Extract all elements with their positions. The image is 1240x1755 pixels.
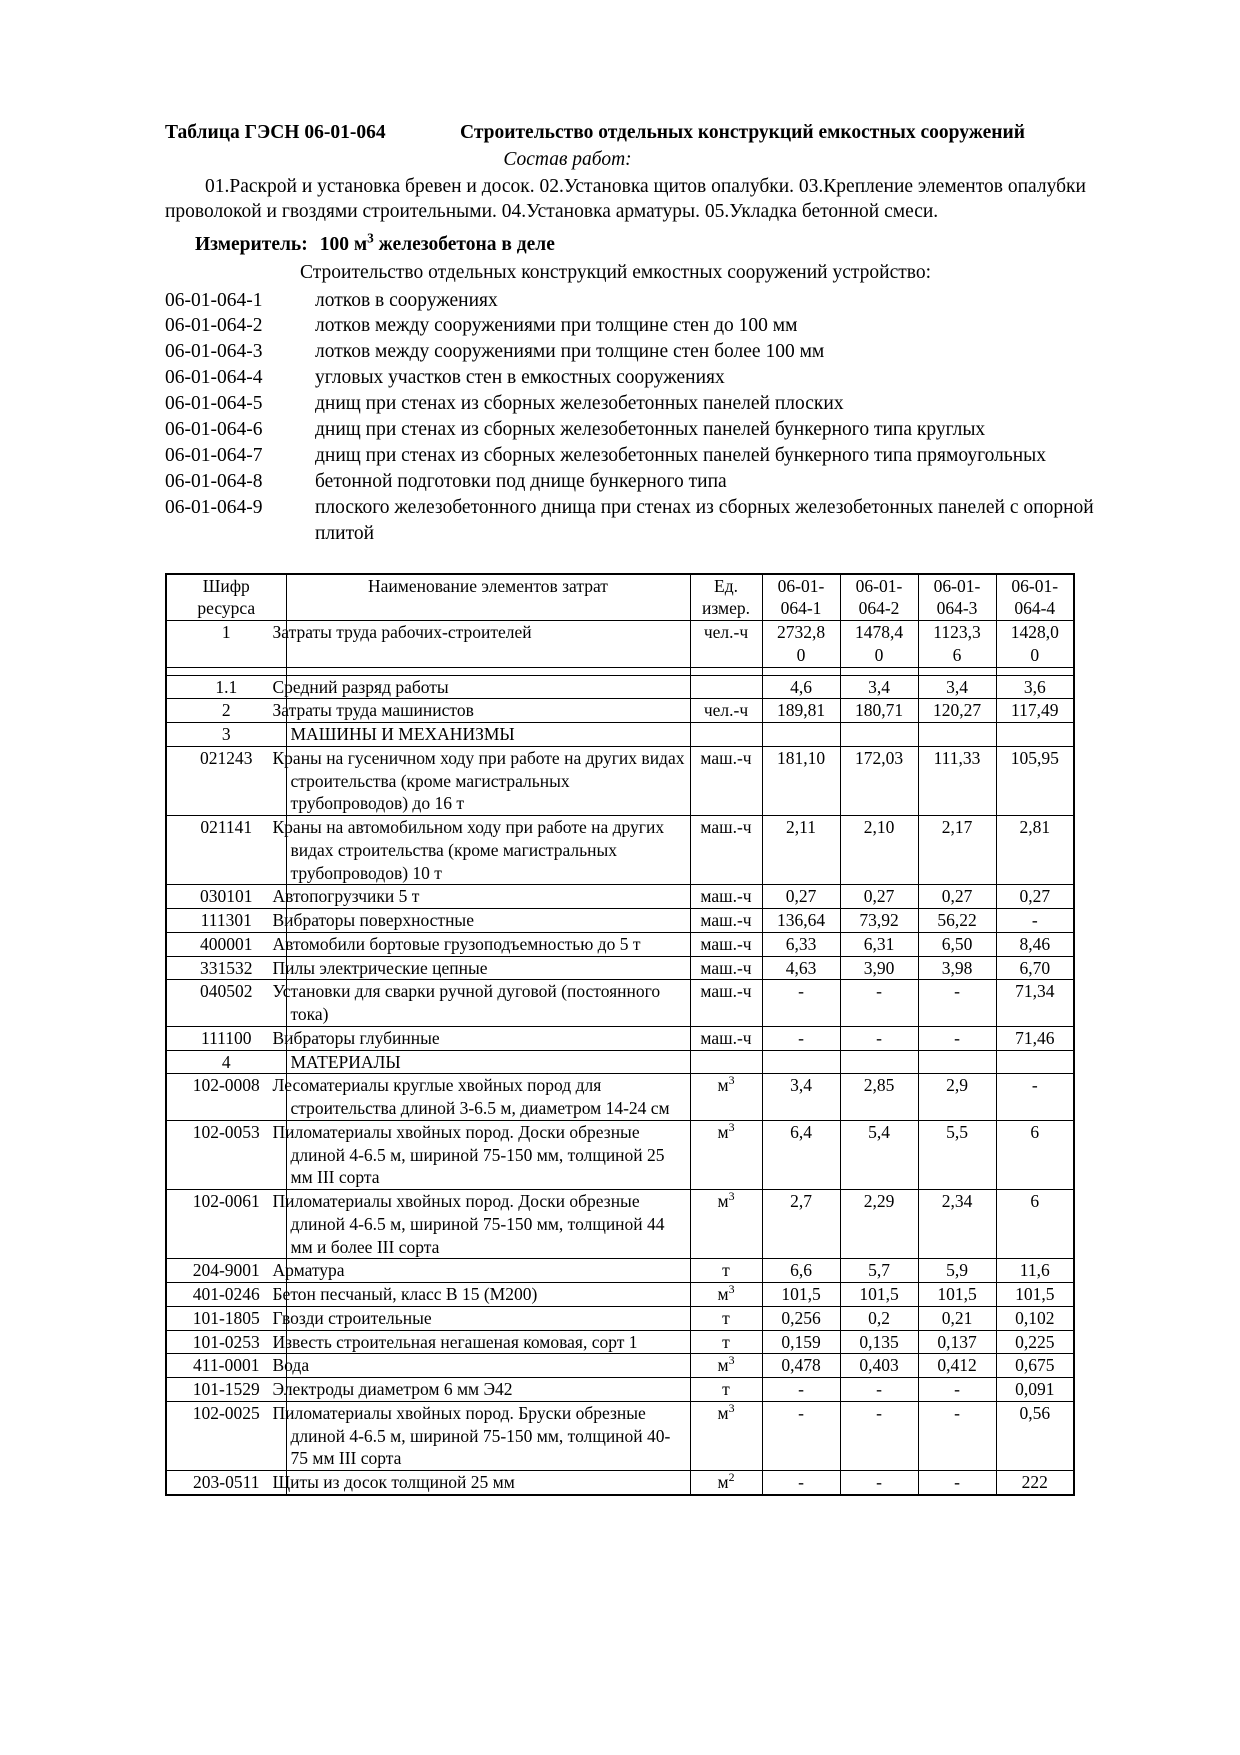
cell-value: 0,2	[840, 1306, 918, 1330]
cell-value: -	[762, 1471, 840, 1495]
table-row	[166, 956, 1074, 980]
column-header-col2-l2: 064-2	[858, 598, 900, 619]
cell-value: 101,5	[762, 1283, 840, 1307]
cell-value: 71,34	[996, 980, 1074, 1027]
table-row	[166, 1471, 1074, 1495]
cell-resource-name: Затраты труда рабочих-строителей	[286, 621, 690, 668]
cell-resource-cipher: 111100	[166, 1026, 286, 1050]
table-row	[166, 699, 1074, 723]
sostav-rabot-label: Состав работ:	[503, 149, 632, 171]
cell-value	[996, 1050, 1074, 1074]
cell-value: 3,4	[840, 675, 918, 699]
cell-resource-cipher: 1.1	[166, 675, 286, 699]
cell-value: 101,5	[996, 1283, 1074, 1307]
column-header-unit-l1: Ед.	[714, 575, 738, 596]
cell-value: 0,412	[918, 1354, 996, 1378]
cell-resource-cipher: 102-0053	[166, 1120, 286, 1189]
table-header-row	[166, 574, 1074, 621]
cell-resource-name: Автопогрузчики 5 т	[286, 885, 690, 909]
cell-value: -	[840, 1471, 918, 1495]
cell-value: 180,71	[840, 699, 918, 723]
cell-unit: маш.-ч	[690, 746, 762, 815]
izmeritel-value-superscript: 3	[367, 230, 374, 246]
code-list-item	[165, 495, 1100, 547]
cell-unit: $м^3$	[690, 1120, 762, 1189]
cell-resource-name: Средний разряд работы	[286, 675, 690, 699]
column-header-col2	[840, 574, 918, 621]
code-list-item-description: лотков между сооружениями при толщине стен до 100 мм	[315, 315, 798, 337]
cell-value: 2,11	[762, 816, 840, 885]
cell-resource-name: Краны на гусеничном ходу при работе на других видах строительства (кроме магистральных трубопроводов) до 16 т	[286, 746, 690, 815]
cell-resource-cipher: 401-0246	[166, 1283, 286, 1307]
spacer-cell	[166, 667, 286, 675]
unit-superscript: 3	[728, 1282, 735, 1297]
column-header-col1-l2: 064-1	[780, 598, 822, 619]
cell-unit: $м^3$	[690, 1074, 762, 1121]
table-row	[166, 1120, 1074, 1189]
cell-value: -	[918, 1401, 996, 1470]
code-list-item	[165, 313, 1100, 339]
table-row	[166, 1190, 1074, 1259]
table-row	[166, 621, 1074, 668]
cell-value: 101,5	[840, 1283, 918, 1307]
code-list-item-code: 06-01-064-8	[165, 470, 263, 492]
cell-resource-cipher: 030101	[166, 885, 286, 909]
code-list-item-code: 06-01-064-3	[165, 341, 263, 363]
code-list-item-description-continued: плитой	[315, 522, 375, 544]
cell-value: -	[918, 1026, 996, 1050]
unit-superscript: 3	[728, 1401, 735, 1416]
cell-resource-cipher: 102-0061	[166, 1190, 286, 1259]
cell-value: 3,6	[996, 675, 1074, 699]
spacer-cell	[840, 667, 918, 675]
cell-resource-cipher: 204-9001	[166, 1259, 286, 1283]
cell-resource-cipher: 021243	[166, 746, 286, 815]
table-header	[166, 574, 1074, 621]
table-row	[166, 1306, 1074, 1330]
cell-unit: маш.-ч	[690, 956, 762, 980]
code-list-item-code: 06-01-064-9	[165, 496, 263, 518]
cell-value: 0,159	[762, 1330, 840, 1354]
table-row	[166, 816, 1074, 885]
cell-value: 6,31	[840, 932, 918, 956]
document-title-line2: сооружений	[920, 122, 1025, 143]
code-list-item-description: бетонной подготовки под днище бункерного типа	[315, 470, 727, 492]
cell-value: 11,6	[996, 1259, 1074, 1283]
izmeritel-line	[165, 230, 1100, 256]
cell-unit: т	[690, 1378, 762, 1402]
cell-unit: маш.-ч	[690, 1026, 762, 1050]
cell-value: -	[762, 1401, 840, 1470]
code-list-item-description: днищ при стенах из сборных железобетонных панелей плоских	[315, 393, 844, 415]
table-row	[166, 980, 1074, 1027]
cell-resource-name: Вибраторы поверхностные	[286, 909, 690, 933]
column-header-col1-l1: 06-01-	[777, 575, 825, 596]
column-header-col4-l1: 06-01-	[1011, 575, 1059, 596]
cell-unit: $м^3$	[690, 1354, 762, 1378]
code-list-item	[165, 339, 1100, 365]
cell-resource-cipher: 101-0253	[166, 1330, 286, 1354]
cell-value: 2,29	[840, 1190, 918, 1259]
unit-superscript: 3	[728, 1073, 735, 1088]
unit-superscript: 3	[728, 1353, 735, 1368]
code-list-item	[165, 417, 1100, 443]
cell-value: 189,81	[762, 699, 840, 723]
code-list-item-description: днищ при стенах из сборных железобетонных панелей бункерного типа круглых	[315, 419, 986, 441]
cell-resource-name: Электроды диаметром 6 мм Э42	[286, 1378, 690, 1402]
cell-value: -	[918, 980, 996, 1027]
cell-value: 0,137	[918, 1330, 996, 1354]
cell-unit: $м^2$	[690, 1471, 762, 1495]
code-list-item-description: плоского железобетонного днища при стенах из сборных железобетонных панелей с опорной плитой	[315, 495, 1100, 547]
document-title	[460, 120, 1080, 145]
cell-unit: т	[690, 1306, 762, 1330]
cell-resource-name: Гвозди строительные	[286, 1306, 690, 1330]
code-list-item	[165, 469, 1100, 495]
code-list-item-description: лотков между сооружениями при толщине стен более 100 мм	[315, 341, 825, 363]
cell-value: -	[918, 1378, 996, 1402]
cell-value	[762, 1050, 840, 1074]
spacer-cell	[690, 667, 762, 675]
cell-resource-cipher: 111301	[166, 909, 286, 933]
cell-unit	[690, 675, 762, 699]
cell-resource-name: Известь строительная негашеная комовая, сорт 1	[286, 1330, 690, 1354]
cell-value	[996, 723, 1074, 747]
cell-value: -	[762, 980, 840, 1027]
cell-value: 136,64	[762, 909, 840, 933]
table-row	[166, 1401, 1074, 1470]
table-row	[166, 675, 1074, 699]
table-row	[166, 1074, 1074, 1121]
code-list-item	[165, 365, 1100, 391]
table-row	[166, 746, 1074, 815]
cell-resource-cipher: 4	[166, 1050, 286, 1074]
code-list-item-code: 06-01-064-4	[165, 367, 263, 389]
cell-value: 6,50	[918, 932, 996, 956]
cell-value: 6,70	[996, 956, 1074, 980]
cell-value: 0,403	[840, 1354, 918, 1378]
table-row	[166, 932, 1074, 956]
cell-resource-name: МАШИНЫ И МЕХАНИЗМЫ	[286, 723, 690, 747]
cell-value: 3,90	[840, 956, 918, 980]
cell-value: 3,98	[918, 956, 996, 980]
works-composition-text: 01.Раскрой и установка бревен и досок. 02.Установка щитов опалубки. 03.Крепление элементов опалубки проволокой и гвоздями строительными. 04.Установка арматуры. 05.Укладка бетонной смеси.	[165, 175, 1086, 223]
table-code: Таблица ГЭСН 06-01-064	[165, 122, 386, 143]
cell-value: -	[840, 980, 918, 1027]
cell-value: 5,5	[918, 1120, 996, 1189]
code-list-item	[165, 443, 1100, 469]
cell-resource-name: Пиломатериалы хвойных пород. Бруски обрезные длиной 4-6.5 м, шириной 75-150 мм, толщиной 40-75 мм III сорта	[286, 1401, 690, 1470]
cell-value: 8,46	[996, 932, 1074, 956]
code-list	[165, 288, 1100, 547]
unit-superscript: 3	[728, 1189, 735, 1204]
cell-value: 4,63	[762, 956, 840, 980]
table-row	[166, 1330, 1074, 1354]
cell-resource-cipher: 101-1805	[166, 1306, 286, 1330]
code-list-item-description: угловых участков стен в емкостных сооружениях	[315, 367, 725, 389]
cell-value: 0,27	[918, 885, 996, 909]
spacer-cell	[996, 667, 1074, 675]
cell-value: 4,6	[762, 675, 840, 699]
cell-resource-name: Щиты из досок толщиной 25 мм	[286, 1471, 690, 1495]
cell-value: 6	[996, 1120, 1074, 1189]
cell-value: 2,81	[996, 816, 1074, 885]
cell-resource-cipher: 203-0511	[166, 1471, 286, 1495]
cell-resource-cipher: 021141	[166, 816, 286, 885]
table-body	[166, 621, 1074, 1495]
cell-value: 2,9	[918, 1074, 996, 1121]
cell-value: 2,85	[840, 1074, 918, 1121]
column-header-col4	[996, 574, 1074, 621]
cell-resource-cipher: 331532	[166, 956, 286, 980]
code-list-item	[165, 288, 1100, 314]
unit-superscript: 2	[728, 1470, 735, 1485]
table-row	[166, 1378, 1074, 1402]
column-header-cipher-l2: ресурса	[197, 598, 256, 619]
cell-resource-cipher: 400001	[166, 932, 286, 956]
column-header-unit	[690, 574, 762, 621]
cell-unit	[690, 723, 762, 747]
cell-value: 222	[996, 1471, 1074, 1495]
cell-value: 181,10	[762, 746, 840, 815]
table-row	[166, 1283, 1074, 1307]
column-header-col3	[918, 574, 996, 621]
cell-value: 56,22	[918, 909, 996, 933]
cell-value: 2,10	[840, 816, 918, 885]
cell-resource-cipher: 102-0025	[166, 1401, 286, 1470]
cell-unit: маш.-ч	[690, 885, 762, 909]
column-header-col3-l1: 06-01-	[933, 575, 981, 596]
code-list-item-description: днищ при стенах из сборных железобетонных панелей бункерного типа прямоугольных	[315, 445, 1047, 467]
table-row	[166, 885, 1074, 909]
table-row	[166, 1026, 1074, 1050]
code-list-item-code: 06-01-064-2	[165, 315, 263, 337]
cell-unit: т	[690, 1259, 762, 1283]
spacer-cell	[918, 667, 996, 675]
cell-value: 6	[996, 1190, 1074, 1259]
cell-unit: $м^3$	[690, 1283, 762, 1307]
cell-value: 3,4	[918, 675, 996, 699]
cell-value: -	[762, 1026, 840, 1050]
cell-value: 0,102	[996, 1306, 1074, 1330]
code-list-item-code: 06-01-064-7	[165, 445, 263, 467]
unit-superscript: 3	[728, 1120, 735, 1135]
column-header-cipher	[166, 574, 286, 621]
cell-unit: маш.-ч	[690, 980, 762, 1027]
cell-value: 73,92	[840, 909, 918, 933]
cell-resource-name: Вода	[286, 1354, 690, 1378]
cell-resource-name: Бетон песчаный, класс В 15 (М200)	[286, 1283, 690, 1307]
cell-resource-name: Вибраторы глубинные	[286, 1026, 690, 1050]
cell-value: 0,56	[996, 1401, 1074, 1470]
cell-value: 111,33	[918, 746, 996, 815]
cell-resource-name: Пилы электрические цепные	[286, 956, 690, 980]
cell-value: 0,21	[918, 1306, 996, 1330]
cell-resource-cipher: 102-0008	[166, 1074, 286, 1121]
cell-value: -	[918, 1471, 996, 1495]
cell-value: 71,46	[996, 1026, 1074, 1050]
column-header-col4-l2: 064-4	[1014, 598, 1056, 619]
cell-value: 2,7	[762, 1190, 840, 1259]
cell-value: 101,5	[918, 1283, 996, 1307]
cell-value: 0,135	[840, 1330, 918, 1354]
cell-value: 2,34	[918, 1190, 996, 1259]
cell-value: 6,33	[762, 932, 840, 956]
ustroystvo-heading: Строительство отдельных конструкций емкостных сооружений устройство:	[300, 262, 931, 284]
cell-resource-cipher: 1	[166, 621, 286, 668]
cell-resource-cipher: 411-0001	[166, 1354, 286, 1378]
cell-unit: чел.-ч	[690, 621, 762, 668]
izmeritel-label: Измеритель:	[195, 234, 308, 256]
cell-value: -	[996, 1074, 1074, 1121]
cell-value: 120,27	[918, 699, 996, 723]
table-row	[166, 1050, 1074, 1074]
cell-value: -	[840, 1026, 918, 1050]
cell-unit: маш.-ч	[690, 909, 762, 933]
column-header-name	[286, 574, 690, 621]
table-row	[166, 1354, 1074, 1378]
cell-unit: чел.-ч	[690, 699, 762, 723]
code-list-item-code: 06-01-064-1	[165, 289, 263, 311]
izmeritel-value-pre: 100 м	[319, 234, 368, 256]
cell-value: 0,225	[996, 1330, 1074, 1354]
cell-unit: маш.-ч	[690, 932, 762, 956]
cell-resource-cipher: 101-1529	[166, 1378, 286, 1402]
cell-value: 5,7	[840, 1259, 918, 1283]
cell-value: 117,49	[996, 699, 1074, 723]
cell-value	[840, 1050, 918, 1074]
cell-value: 1428,0 0	[996, 621, 1074, 668]
cell-resource-name: МАТЕРИАЛЫ	[286, 1050, 690, 1074]
cell-value: -	[996, 909, 1074, 933]
table-spacer-row	[166, 667, 1074, 675]
cell-value: -	[840, 1378, 918, 1402]
cell-value: -	[762, 1378, 840, 1402]
column-header-col2-l1: 06-01-	[855, 575, 903, 596]
cell-unit: $м^3$	[690, 1190, 762, 1259]
cell-value: 0,27	[762, 885, 840, 909]
cell-resource-name: Краны на автомобильном ходу при работе на других видах строительства (кроме магистральных трубопроводов) 10 т	[286, 816, 690, 885]
cell-resource-name: Затраты труда машинистов	[286, 699, 690, 723]
cell-value: 5,9	[918, 1259, 996, 1283]
cell-resource-name: Установки для сварки ручной дуговой (постоянного тока)	[286, 980, 690, 1027]
code-list-item-code: 06-01-064-6	[165, 419, 263, 441]
cell-value: 0,675	[996, 1354, 1074, 1378]
document-header	[165, 120, 1100, 145]
cell-resource-cipher: 2	[166, 699, 286, 723]
resource-table	[165, 573, 1075, 1496]
code-list-item-description: лотков в сооружениях	[315, 289, 498, 311]
spacer-cell	[286, 667, 690, 675]
cell-value	[762, 723, 840, 747]
code-list-item	[165, 391, 1100, 417]
cell-value: 2,17	[918, 816, 996, 885]
cell-value: 1123,3 6	[918, 621, 996, 668]
table-row	[166, 909, 1074, 933]
cell-value: 172,03	[840, 746, 918, 815]
column-header-cipher-l1: Шифр	[202, 575, 250, 596]
cell-resource-name: Лесоматериалы круглые хвойных пород для строительства длиной 3-6.5 м, диаметром 14-24 см	[286, 1074, 690, 1121]
cell-value: 1478,4 0	[840, 621, 918, 668]
cell-resource-cipher: 3	[166, 723, 286, 747]
cell-value: 0,478	[762, 1354, 840, 1378]
cell-value: 105,95	[996, 746, 1074, 815]
cell-value: 0,27	[996, 885, 1074, 909]
cell-value	[918, 723, 996, 747]
code-list-item-code: 06-01-064-5	[165, 393, 263, 415]
cell-unit: $м^3$	[690, 1401, 762, 1470]
cell-unit: т	[690, 1330, 762, 1354]
cell-unit	[690, 1050, 762, 1074]
spacer-cell	[762, 667, 840, 675]
cell-resource-cipher: 040502	[166, 980, 286, 1027]
cell-resource-name: Автомобили бортовые грузоподъемностью до 5 т	[286, 932, 690, 956]
table-row	[166, 1259, 1074, 1283]
column-header-name-label: Наименование элементов затрат	[368, 575, 608, 596]
cell-value: 0,091	[996, 1378, 1074, 1402]
column-header-unit-l2: измер.	[702, 598, 750, 619]
table-row	[166, 723, 1074, 747]
cell-value	[840, 723, 918, 747]
cell-value: 6,4	[762, 1120, 840, 1189]
cell-value: 0,27	[840, 885, 918, 909]
document-title-line1: Строительство отдельных конструкций емкостных	[460, 122, 916, 143]
cell-value: 0,256	[762, 1306, 840, 1330]
cell-resource-name: Арматура	[286, 1259, 690, 1283]
cell-unit: маш.-ч	[690, 816, 762, 885]
cell-resource-name: Пиломатериалы хвойных пород. Доски обрезные длиной 4-6.5 м, шириной 75-150 мм, толщиной 44 мм и более III сорта	[286, 1190, 690, 1259]
cell-value: 6,6	[762, 1259, 840, 1283]
cell-value	[918, 1050, 996, 1074]
cell-value: -	[840, 1401, 918, 1470]
cell-value: 3,4	[762, 1074, 840, 1121]
cell-resource-name: Пиломатериалы хвойных пород. Доски обрезные длиной 4-6.5 м, шириной 75-150 мм, толщиной 25 мм III сорта	[286, 1120, 690, 1189]
cell-value: 2732,8 0	[762, 621, 840, 668]
cell-value: 5,4	[840, 1120, 918, 1189]
column-header-col1	[762, 574, 840, 621]
column-header-col3-l2: 064-3	[936, 598, 978, 619]
izmeritel-value-post: железобетона в деле	[373, 234, 555, 256]
